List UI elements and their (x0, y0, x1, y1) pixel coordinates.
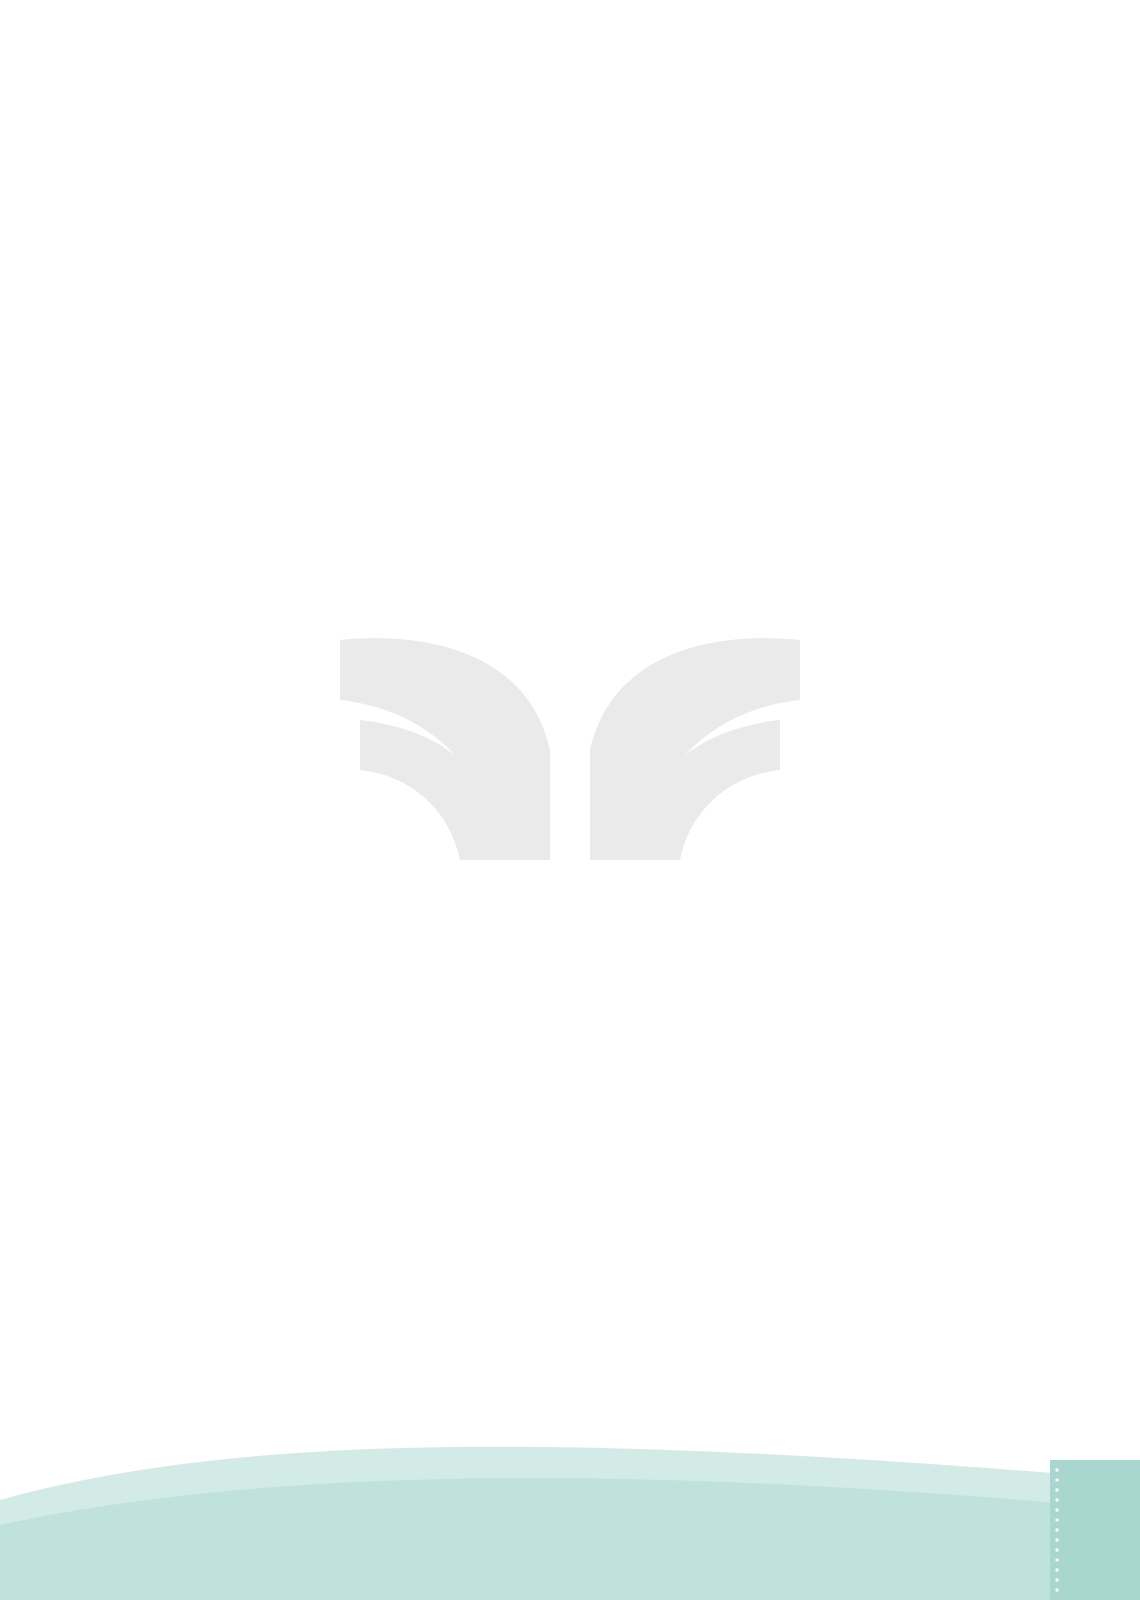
footer-wave (0, 1440, 1140, 1600)
watermark-logo (300, 600, 840, 1010)
page-content (148, 96, 1034, 106)
